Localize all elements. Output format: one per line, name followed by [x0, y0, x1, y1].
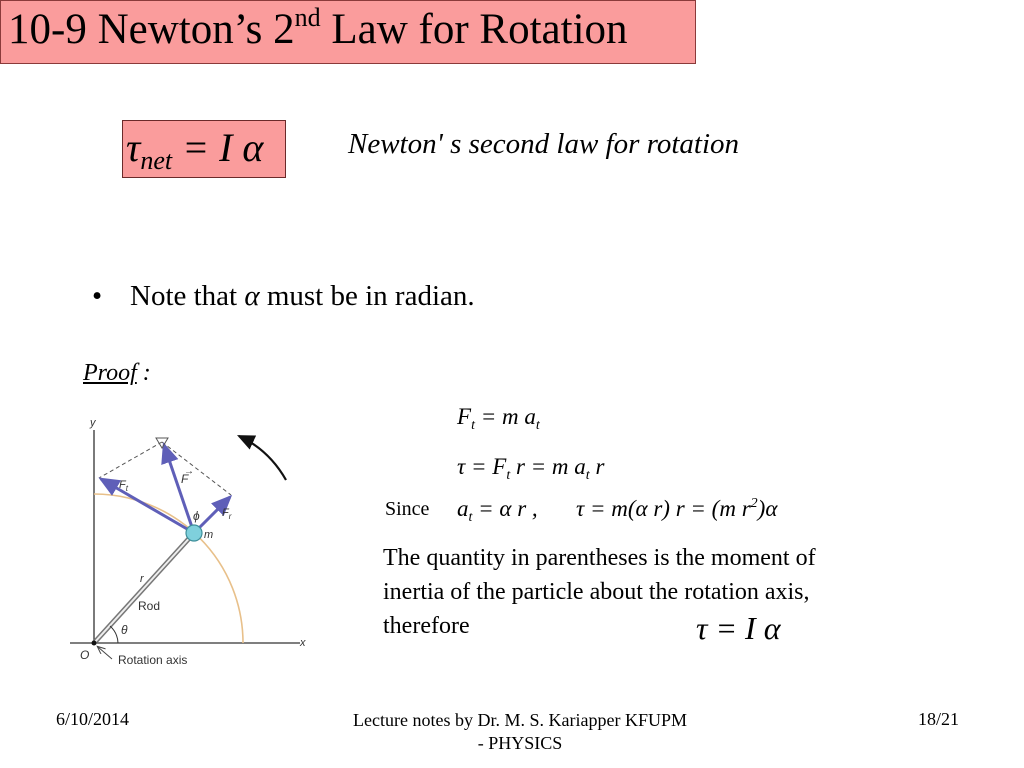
explanation-paragraph: The quantity in parentheses is the moment of inertia of the particle about the rotation axis, therefore [383, 545, 816, 639]
bullet-marker: • [92, 280, 103, 312]
rotation-direction-arrow [239, 436, 286, 480]
phi-label: ϕ [193, 509, 200, 523]
rotation-diagram [62, 412, 322, 672]
formula-caption: Newton' s second law for rotation [348, 128, 740, 160]
equation-tangential-accel: $a_t = \alpha$ r , [457, 496, 538, 525]
theta-label: θ [121, 623, 128, 637]
net-torque-formula: $\tau_{net} = I$ α [126, 125, 264, 175]
slide-title: 10-9 Newton’s 2nd Law for Rotation [8, 3, 628, 53]
alpha-symbol: α [244, 280, 260, 312]
r-label: r [140, 573, 144, 585]
m-label: m [204, 529, 214, 541]
f-label: F [181, 472, 189, 486]
origin-label: O [80, 648, 90, 662]
x-axis-label: x [300, 637, 306, 649]
rotation-axis-label: Rotation axis [118, 653, 188, 667]
bullet-note: Note that α must be in radian. [130, 280, 475, 312]
svg-text:→: → [184, 466, 194, 477]
rod-label: Rod [138, 599, 161, 613]
particle-m [186, 525, 202, 541]
y-axis-label: y [90, 417, 96, 429]
tangential-force-vector [101, 479, 194, 533]
origin-point [92, 641, 97, 646]
final-formula: τ = I α [696, 610, 781, 646]
theta-arc [110, 626, 118, 643]
equation-force: $F_t = m$ $a_t$ [457, 404, 540, 433]
equation-torque: $\tau = F_t$ r = m $a_t$ r [457, 454, 605, 483]
footer-page-number: 18/21 [918, 709, 960, 729]
equation-moment-of-inertia: τ = m(α r) r = (m $r^2)\alpha$ [576, 496, 778, 521]
ft-label: $F_t$ [119, 479, 128, 493]
title-superscript: nd [294, 3, 321, 32]
proof-label: Proof : [83, 360, 151, 386]
fr-label: $F_r$ [222, 507, 232, 521]
footer-credits: Lecture notes by Dr. M. S. Kariapper KFUPM - PHYSICS [353, 710, 687, 753]
footer-date: 6/10/2014 [56, 709, 130, 729]
since-label: Since [385, 498, 430, 520]
